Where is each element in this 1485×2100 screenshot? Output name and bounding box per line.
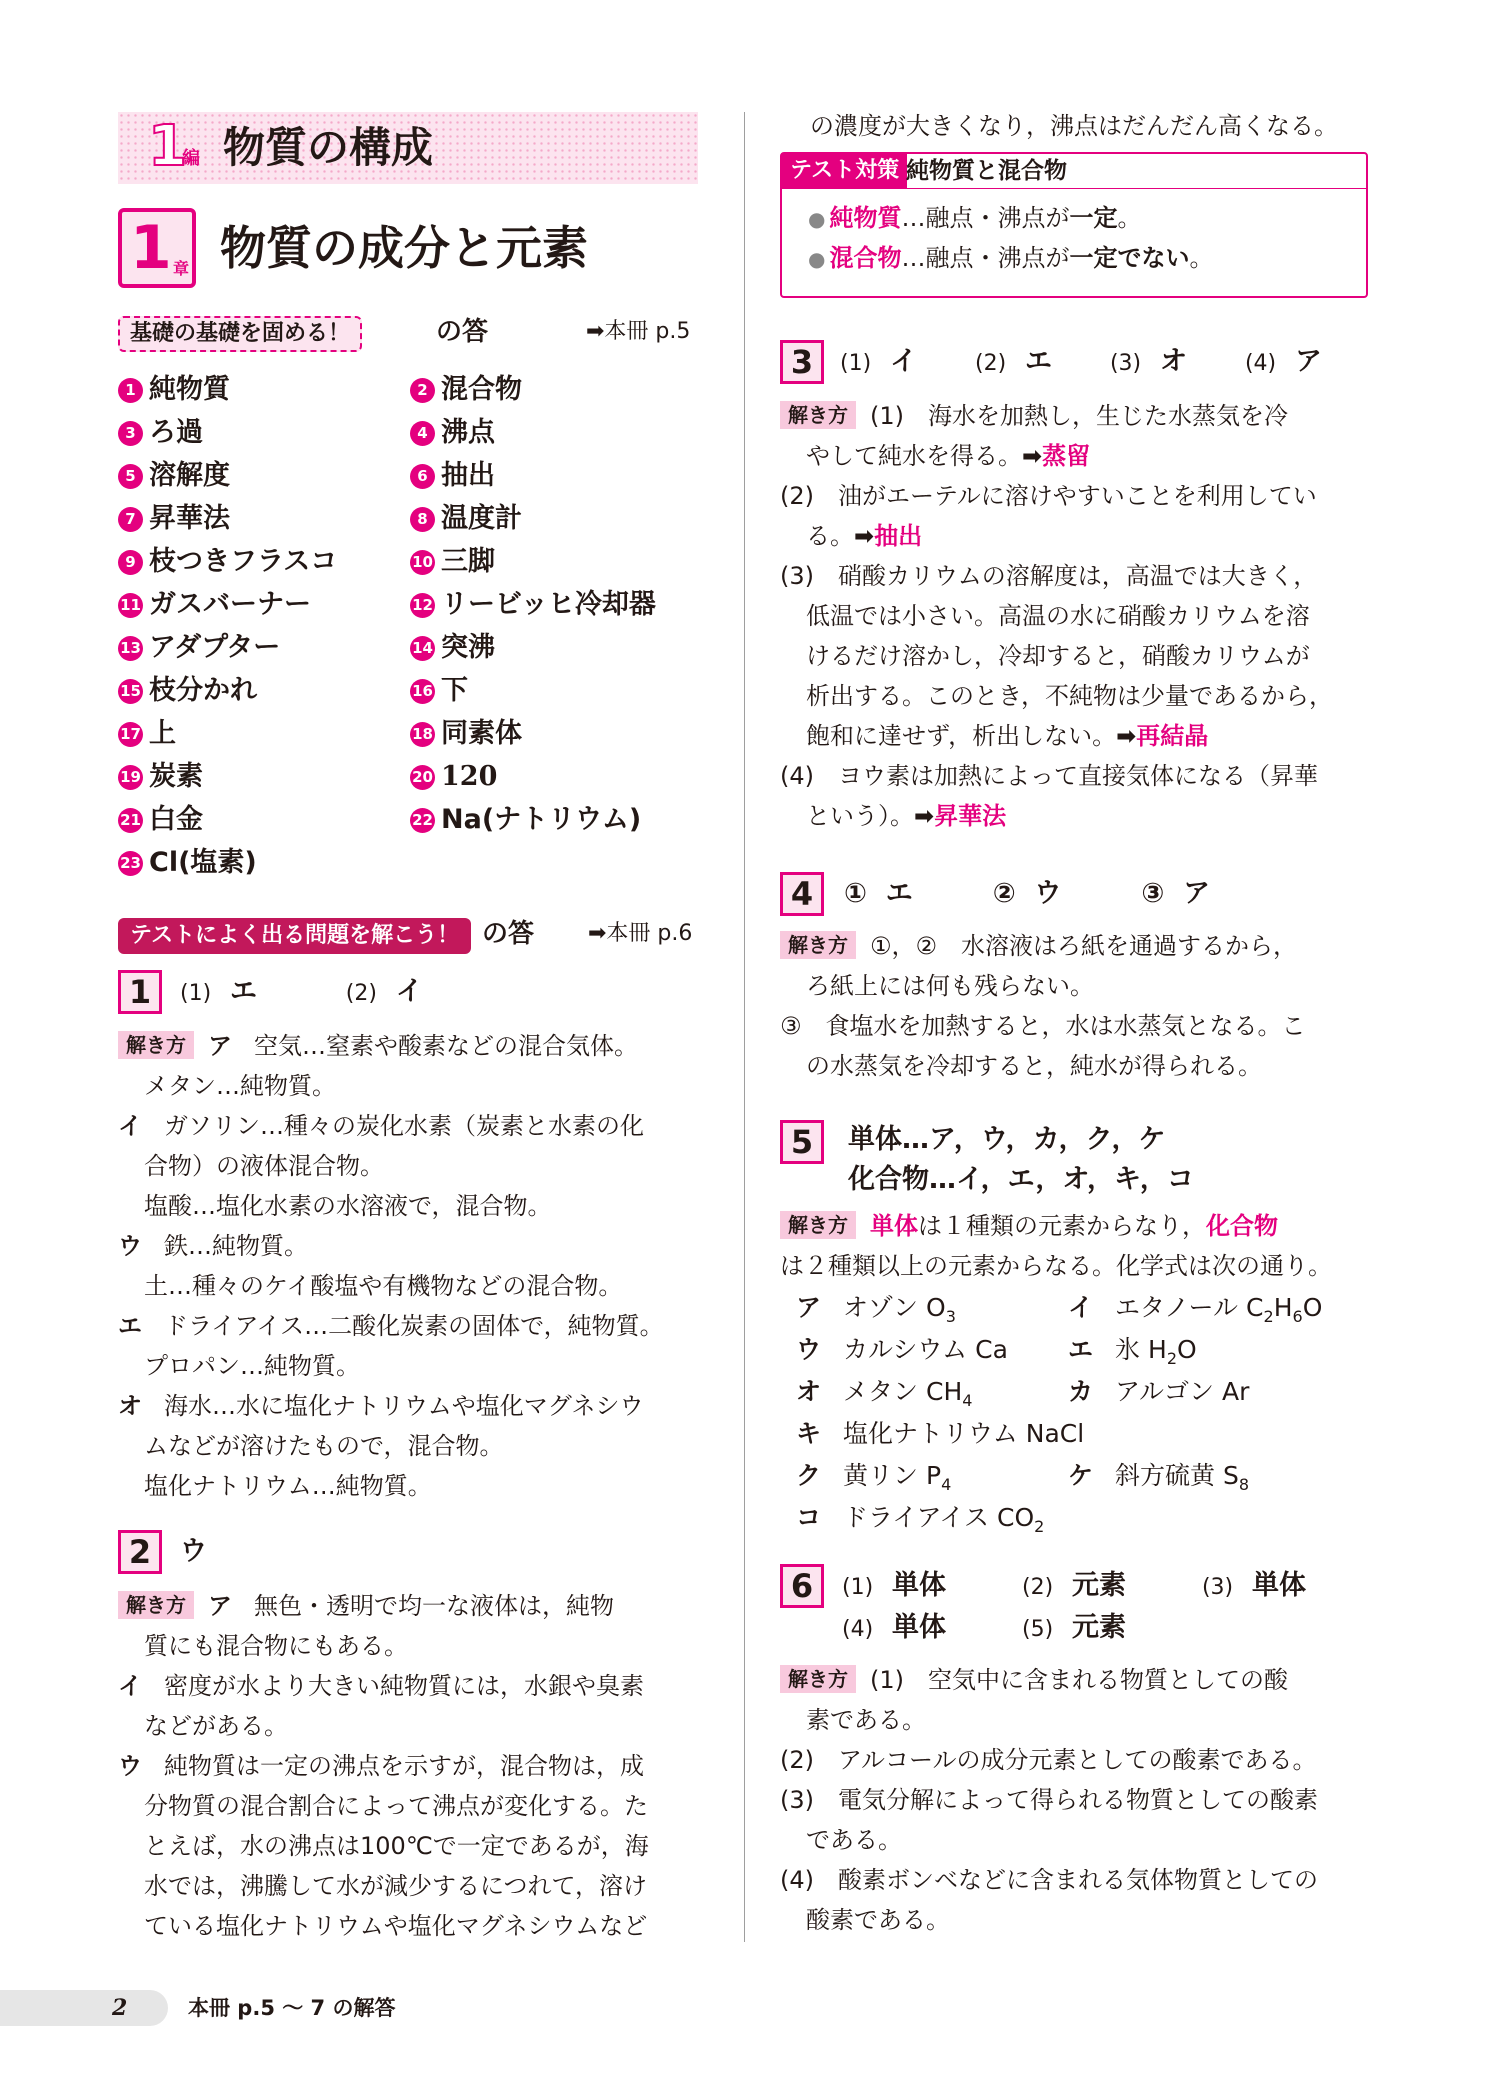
choice-label: イ <box>1068 1293 1094 1322</box>
item-text: 枝分かれ <box>149 675 257 706</box>
formula-part: NaCl <box>1025 1419 1085 1448</box>
substance-name: メタン <box>843 1377 919 1406</box>
p1-line <box>144 1426 504 1466</box>
test-tip-title: 純物質と混合物 <box>906 158 1067 184</box>
p6-line <box>806 1820 902 1860</box>
basics-answer-item <box>410 415 495 451</box>
line-text: とえば，水の沸点は100℃で一定であるが，海 <box>144 1832 649 1860</box>
item-number-badge: 13 <box>118 636 143 661</box>
item-text: 白金 <box>149 804 203 835</box>
substance-name: カルシウム <box>843 1335 968 1364</box>
formula-item <box>1068 1372 1249 1412</box>
item-number-badge: 3 <box>118 421 143 446</box>
problem-5-simple: 単体…ア，ウ，カ，ク，ケ <box>848 1124 1166 1155</box>
basics-answer-item <box>410 501 522 537</box>
line-text: (1) 空気中に含まれる物質としての酸 <box>870 1666 1288 1694</box>
substance-name: 黄リン <box>843 1461 919 1490</box>
line-text: けるだけ溶かし，冷却すると，硝酸カリウムが <box>806 642 1310 670</box>
line-text: ガソリン…種々の炭化水素（炭素と水素の化 <box>164 1112 644 1140</box>
p2-line <box>144 1786 648 1826</box>
basics-answer-item <box>410 458 495 494</box>
p2-line <box>144 1706 288 1746</box>
p6-line <box>780 1660 1288 1700</box>
basics-answer-item <box>118 630 280 666</box>
formula-item <box>796 1414 1084 1454</box>
item-text: Cl(塩素) <box>149 847 257 878</box>
p4-line <box>780 926 1297 966</box>
p2-line <box>144 1626 408 1666</box>
problem-4-number: 4 <box>780 872 824 916</box>
test-tip-label: テスト対策 <box>782 154 907 188</box>
item-number-badge: 8 <box>410 507 435 532</box>
part-title: 物質の構成 <box>223 123 434 172</box>
basics-answer-item <box>118 544 337 580</box>
basics-answer-item <box>118 415 203 451</box>
test-suffix: の答 <box>482 919 535 949</box>
choice-label: ケ <box>1068 1461 1094 1490</box>
line-text: (2) アルコールの成分元素としての酸素である。 <box>780 1746 1317 1774</box>
keyword: 再結晶 <box>1136 722 1209 750</box>
choice-label: ウ <box>118 1752 142 1780</box>
item-number-badge: 19 <box>118 765 143 790</box>
p6-line <box>780 1860 1318 1900</box>
line-text: (1) 海水を加熱し，生じた水蒸気を冷 <box>870 402 1288 430</box>
item-number-badge: 22 <box>410 808 435 833</box>
item-text: 120 <box>441 761 498 792</box>
test-page-ref: ➡本冊 p.6 <box>588 921 693 946</box>
formula-item <box>796 1498 1044 1547</box>
line-text: る。 <box>806 522 854 550</box>
item-text: 温度計 <box>441 503 522 534</box>
line-text: 合物）の液体混合物。 <box>144 1152 384 1180</box>
line-text: 無色・透明で均一な液体は，純物 <box>254 1592 614 1620</box>
problem-3-number: 3 <box>780 340 824 384</box>
choice-label: ア <box>208 1032 232 1060</box>
formula-part: Ca <box>975 1335 1008 1364</box>
item-number-badge: 23 <box>118 851 143 876</box>
item-number-badge: 17 <box>118 722 143 747</box>
item-text: アダプター <box>149 632 281 663</box>
problem-2-continued: の濃度が大きくなり，沸点はだんだん高くなる。 <box>810 112 1338 140</box>
choice-label: コ <box>796 1503 822 1532</box>
chapter-number: 1 <box>130 213 172 283</box>
line-text: である。 <box>806 1826 902 1854</box>
basics-answer-item <box>410 587 656 623</box>
choice-label: ウ <box>118 1232 142 1260</box>
problem-4-answers: ① エ ② ウ ③ ア <box>844 878 1211 909</box>
p3-line <box>806 596 1310 636</box>
arrow-icon: ➡ <box>914 802 935 830</box>
basics-answer-item <box>118 716 176 752</box>
basics-answer-item <box>410 802 641 838</box>
line-text: ている塩化ナトリウムや塩化マグネシウムなど <box>144 1912 648 1940</box>
line-text: などがある。 <box>144 1712 288 1740</box>
line-text: ドライアイス…二酸化炭素の固体で，純物質。 <box>164 1312 664 1340</box>
p2-line <box>118 1586 614 1626</box>
choice-label: エ <box>1068 1335 1094 1364</box>
chapter-label: 章 <box>173 259 190 278</box>
formula-part: S <box>1223 1461 1239 1490</box>
line-text: (4) 酸素ボンベなどに含まれる気体物質としての <box>780 1866 1318 1894</box>
line-text: (2) 油がエーテルに溶けやすいことを利用してい <box>780 482 1317 510</box>
p1-line <box>118 1026 638 1066</box>
item-text: 昇華法 <box>149 503 230 534</box>
arrow-icon: ➡ <box>1022 442 1043 470</box>
problem-1-number: 1 <box>118 970 162 1014</box>
choice-label: ア <box>208 1592 232 1620</box>
p1-line <box>118 1106 644 1146</box>
item-text: ろ過 <box>149 417 203 448</box>
formula-part: P <box>926 1461 942 1490</box>
formula-subscript: 4 <box>962 1391 973 1410</box>
line-text: 析出する。このとき，不純物は少量であるから， <box>806 682 1334 710</box>
line-text: (3) 電気分解によって得られる物質としての酸素 <box>780 1786 1318 1814</box>
part-number: 1 <box>148 114 187 179</box>
formula-subscript: 3 <box>945 1307 956 1326</box>
p4-line <box>806 966 1094 1006</box>
line-text: (4) ヨウ素は加熱によって直接気体になる（昇華 <box>780 762 1318 790</box>
line-text: (3) 硝酸カリウムの溶解度は，高温では大きく， <box>780 562 1318 590</box>
line-text: やして純水を得る。 <box>806 442 1022 470</box>
line-text: 純物質は一定の沸点を示すが，混合物は，成 <box>164 1752 644 1780</box>
problem-2-number: 2 <box>118 1530 162 1574</box>
keyword: 抽出 <box>874 522 923 550</box>
choice-label: オ <box>118 1392 142 1420</box>
line-text: 空気…窒素や酸素などの混合気体。 <box>254 1032 638 1060</box>
p6-line <box>780 1780 1318 1820</box>
basics-answer-item <box>410 716 522 752</box>
problem-6-number: 6 <box>780 1564 824 1608</box>
p6-line <box>806 1700 926 1740</box>
choice-label: ウ <box>796 1335 822 1364</box>
line-text: 水では，沸騰して水が減少するにつれて，溶け <box>144 1872 648 1900</box>
p3-line <box>806 636 1310 676</box>
basics-answer-item <box>118 845 257 881</box>
basics-answer-item <box>118 372 230 408</box>
problem-1-answers: (1) エ (2) イ <box>180 976 423 1007</box>
item-number-badge: 15 <box>118 679 143 704</box>
p3-line <box>806 796 1006 836</box>
keyword: 蒸留 <box>1042 442 1091 470</box>
p3-line <box>806 516 922 556</box>
p3-line <box>806 716 1208 756</box>
formula-item <box>796 1330 1008 1370</box>
choice-label: ク <box>796 1461 822 1490</box>
chapter-number-box <box>118 208 196 288</box>
line-text: 飽和に達せず，析出しない。 <box>806 722 1117 750</box>
item-text: 沸点 <box>441 417 495 448</box>
basics-answer-item <box>118 501 230 537</box>
item-text: 突沸 <box>441 632 495 663</box>
explanation-tag: 解き方 <box>780 1665 856 1693</box>
line-text: 分物質の混合割合によって沸点が変化する。た <box>144 1792 648 1820</box>
item-number-badge: 14 <box>410 636 435 661</box>
formula-part: CO <box>997 1503 1035 1532</box>
line-text: 土…種々のケイ酸塩や有機物などの混合物。 <box>144 1272 623 1300</box>
formula-part: O <box>1302 1293 1323 1322</box>
choice-label: イ <box>118 1672 142 1700</box>
p6-line <box>806 1900 950 1940</box>
problem-5-number: 5 <box>780 1120 824 1164</box>
formula-subscript: 8 <box>1238 1475 1250 1494</box>
item-text: リービッヒ冷却器 <box>441 589 656 620</box>
problem-5-expl-2: は２種類以上の元素からなる。化学式は次の通り。 <box>780 1252 1332 1280</box>
item-number-badge: 10 <box>410 550 435 575</box>
basics-banner: 基礎の基礎を固める！ <box>118 316 362 352</box>
choice-label: ア <box>796 1293 822 1322</box>
problem-5-expl-1: 解き方 単体は１種類の元素からなり，化合物 <box>780 1206 1278 1246</box>
substance-name: 斜方硫黄 <box>1115 1461 1216 1490</box>
basics-answer-item <box>410 759 497 795</box>
item-number-badge: 9 <box>118 550 143 575</box>
line-text: プロパン…純物質。 <box>144 1352 360 1380</box>
item-number-badge: 11 <box>118 593 143 618</box>
choice-label: オ <box>796 1377 822 1406</box>
p3-line <box>780 476 1317 516</box>
item-text: 溶解度 <box>149 460 230 491</box>
basics-answer-item <box>410 673 468 709</box>
item-number-badge: 5 <box>118 464 143 489</box>
formula-subscript: 2 <box>1034 1517 1045 1536</box>
choice-label: キ <box>796 1419 822 1448</box>
formula-subscript: 2 <box>1166 1349 1178 1368</box>
line-text: ムなどが溶けたもので，混合物。 <box>144 1432 504 1460</box>
p3-line <box>780 396 1288 436</box>
p2-line <box>144 1906 647 1946</box>
test-banner: テストによく出る問題を解こう！ <box>118 918 471 954</box>
test-tip-row-2: ● 混合物…融点・沸点が一定でない。 <box>808 244 1214 272</box>
formula-subscript: 4 <box>941 1475 952 1494</box>
line-text: 酸素である。 <box>806 1906 950 1934</box>
item-text: 純物質 <box>149 374 230 405</box>
arrow-icon: ➡ <box>1116 722 1137 750</box>
explanation-tag: 解き方 <box>780 401 856 429</box>
item-text: ガスバーナー <box>149 589 311 620</box>
problem-5-compound: 化合物…イ，エ，オ，キ，コ <box>848 1164 1194 1195</box>
p2-line <box>118 1666 644 1706</box>
substance-name: 塩化ナトリウム <box>843 1419 1018 1448</box>
p6-line <box>780 1740 1317 1780</box>
column-divider <box>744 112 745 1942</box>
p3-line <box>806 436 1090 476</box>
line-text: 海水…水に塩化ナトリウムや塩化マグネシウ <box>164 1392 644 1420</box>
item-number-badge: 20 <box>410 765 435 790</box>
choice-label: エ <box>118 1312 142 1340</box>
chapter-title: 物質の成分と元素 <box>220 221 588 275</box>
p1-line <box>144 1466 432 1506</box>
explanation-tag: 解き方 <box>780 931 856 959</box>
arrow-icon: ➡ <box>854 522 875 550</box>
basics-answer-item <box>410 630 495 666</box>
substance-name: ドライアイス <box>843 1503 990 1532</box>
page-number: 2 <box>112 1995 128 2021</box>
item-text: 三脚 <box>441 546 495 577</box>
line-text: 塩酸…塩化水素の水溶液で，混合物。 <box>144 1192 552 1220</box>
line-text: ろ紙上には何も残らない。 <box>806 972 1094 1000</box>
basics-answer-item <box>410 544 495 580</box>
line-text: 質にも混合物にもある。 <box>144 1632 408 1660</box>
basics-answer-item <box>118 802 203 838</box>
item-text: 抽出 <box>441 460 495 491</box>
choice-label: イ <box>118 1112 142 1140</box>
p4-line <box>806 1046 1262 1086</box>
line-text: ③ 食塩水を加熱すると，水は水蒸気となる。こ <box>780 1012 1306 1040</box>
p1-line <box>118 1386 644 1426</box>
formula-part: H <box>1148 1335 1167 1364</box>
substance-name: アルゴン <box>1115 1377 1215 1406</box>
item-number-badge: 2 <box>410 378 435 403</box>
line-text: 低温では小さい。高温の水に硝酸カリウムを溶 <box>806 602 1310 630</box>
p1-line <box>144 1346 360 1386</box>
substance-name: オゾン <box>843 1293 919 1322</box>
explanation-tag: 解き方 <box>118 1031 194 1059</box>
p2-line <box>118 1746 644 1786</box>
formula-subscript: 2 <box>1263 1307 1274 1326</box>
item-text: 同素体 <box>441 718 522 749</box>
basics-page-ref: ➡本冊 p.5 <box>586 319 691 344</box>
formula-part: Ar <box>1222 1377 1250 1406</box>
problem-2-answer: ウ <box>180 1536 207 1567</box>
substance-name: 氷 <box>1115 1335 1141 1364</box>
explanation-tag: 解き方 <box>118 1591 194 1619</box>
formula-part: CH <box>926 1377 963 1406</box>
item-number-badge: 18 <box>410 722 435 747</box>
item-text: Na(ナトリウム) <box>441 804 642 835</box>
item-text: 枝つきフラスコ <box>149 546 338 577</box>
item-text: 上 <box>149 718 176 749</box>
p2-line <box>144 1866 647 1906</box>
formula-part: O <box>1177 1335 1197 1364</box>
part-label: 編 <box>182 148 200 169</box>
line-text: ①，② 水溶液はろ紙を通過するから， <box>870 932 1298 960</box>
line-text: 密度が水より大きい純物質には，水銀や臭素 <box>164 1672 644 1700</box>
basics-answer-item <box>410 372 522 408</box>
line-text: の水蒸気を冷却すると，純水が得られる。 <box>806 1052 1262 1080</box>
p1-line <box>144 1186 552 1226</box>
p2-line <box>144 1826 649 1866</box>
p3-line <box>780 756 1318 796</box>
footer-bar <box>0 1990 168 2026</box>
formula-item <box>1068 1456 1249 1505</box>
p1-line <box>144 1146 384 1186</box>
keyword: 昇華法 <box>934 802 1007 830</box>
item-number-badge: 6 <box>410 464 435 489</box>
basics-answer-item <box>118 673 257 709</box>
p1-line <box>144 1066 336 1106</box>
p1-line <box>118 1306 664 1346</box>
problem-6-answers-row2: (4) 単体 (5) 元素 <box>842 1612 1126 1643</box>
basics-answer-item <box>118 458 230 494</box>
part-header <box>118 112 698 184</box>
item-number-badge: 16 <box>410 679 435 704</box>
basics-answer-item <box>118 587 311 623</box>
item-number-badge: 4 <box>410 421 435 446</box>
basics-suffix: の答 <box>436 317 489 347</box>
test-tip-box <box>780 152 1368 298</box>
line-text: 塩化ナトリウム…純物質。 <box>144 1472 432 1500</box>
item-text: 混合物 <box>441 374 522 405</box>
basics-answer-item <box>118 759 203 795</box>
formula-part: H <box>1273 1293 1293 1322</box>
item-number-badge: 12 <box>410 593 435 618</box>
p1-line <box>144 1266 622 1306</box>
substance-name: エタノール <box>1115 1293 1239 1322</box>
p3-line <box>806 676 1333 716</box>
item-number-badge: 1 <box>118 378 143 403</box>
item-text: 炭素 <box>149 761 203 792</box>
formula-part: C <box>1246 1293 1264 1322</box>
formula-subscript: 6 <box>1292 1307 1303 1326</box>
line-text: 鉄…純物質。 <box>164 1232 308 1260</box>
problem-6-answers-row1: (1) 単体 (2) 元素 (3) 単体 <box>842 1570 1306 1601</box>
p3-line <box>780 556 1317 596</box>
line-text: メタン…純物質。 <box>144 1072 336 1100</box>
footer-text: 本冊 p.5 〜 7 の解答 <box>188 1996 396 2020</box>
item-number-badge: 21 <box>118 808 143 833</box>
formula-part: O <box>926 1293 946 1322</box>
item-number-badge: 7 <box>118 507 143 532</box>
line-text: という）。 <box>806 802 914 830</box>
choice-label: カ <box>1068 1377 1094 1406</box>
problem-3-answers: (1) イ (2) エ (3) オ (4) ア <box>840 346 1322 377</box>
test-tip-row-1: ● 純物質…融点・沸点が一定。 <box>808 204 1142 232</box>
line-text: 素である。 <box>806 1706 926 1734</box>
p1-line <box>118 1226 308 1266</box>
p4-line <box>780 1006 1306 1046</box>
item-text: 下 <box>441 675 468 706</box>
